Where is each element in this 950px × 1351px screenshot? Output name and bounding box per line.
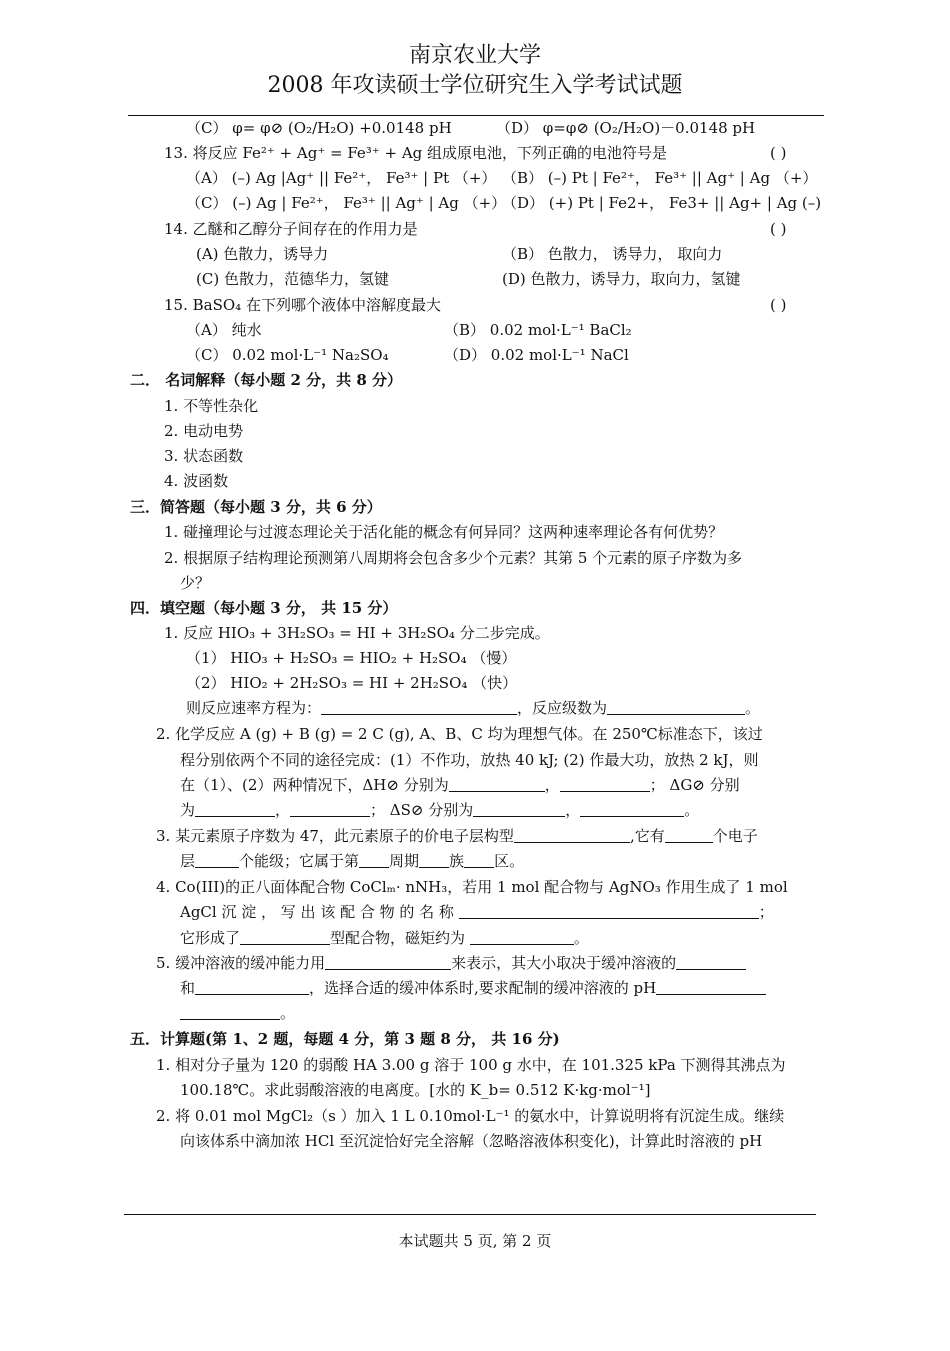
group-blank[interactable] [419, 853, 449, 868]
group-label: 周期 [389, 852, 420, 870]
block-suffix: 区。 [494, 852, 525, 870]
header-rule [128, 115, 824, 116]
complex-type-label: 它形成了 [180, 929, 241, 947]
buffer-factor-blank-2[interactable] [195, 980, 309, 995]
magnetic-moment-label: 型配合物，磁矩约为 [330, 929, 466, 947]
delta-h-blank-1[interactable] [449, 777, 545, 792]
q15-option-a: （A） 纯水 [186, 321, 262, 339]
complex-type-blank[interactable] [240, 930, 330, 945]
university-name: 南京农业大学 [408, 43, 541, 68]
q13-option-a: （A） (–) Ag |Ag⁺ || Fe²⁺， Fe³⁺ | Pt （+） [186, 169, 497, 187]
block-label: 族 [449, 852, 465, 870]
section4-q1-line1: 1. 反应 HIO₃ + 3H₂SO₃ = HI + 3H₂SO₄ 分二步完成。 [164, 624, 550, 642]
section4-q2-line4 [180, 800, 699, 820]
q12-option-d: （D） φ=φ⊘ (O₂/H₂O)－0.0148 pH [496, 119, 756, 137]
period-label: 个能级；它属于第 [239, 852, 360, 870]
block-blank[interactable] [464, 853, 494, 868]
layer-label: 层 [180, 852, 196, 870]
section3-title: 三．简答题（每小题 3 分，共 6 分） [130, 498, 382, 516]
section4-q2-line3 [180, 775, 740, 795]
section4-q5-line3 [180, 1003, 295, 1023]
section3-q2-line1: 2. 根据原子结构理论预测第八周期将会包含多少个元素？其第 5 个元素的原子序数为多 [164, 549, 743, 567]
complex-name-blank[interactable] [459, 904, 759, 919]
section5-q2-line1: 2. 将 0.01 mol MgCl₂（s ）加入 1 L 0.10mol·L⁻¹ 的氨水中，计算说明将有沉淀生成。继续 [156, 1107, 785, 1125]
section3-q2-line2: 少？ [180, 574, 211, 592]
delta-s-blank-1[interactable] [473, 802, 565, 817]
delta-s-blank-2[interactable] [580, 802, 684, 817]
section5-title: 五．计算题(第 1、2 题，每题 4 分，第 3 题 8 分， 共 16 分) [130, 1030, 560, 1048]
delta-h-blank-2[interactable] [560, 777, 650, 792]
section4-q3-line1 [156, 826, 758, 846]
q14-option-d: (D) 色散力，诱导力，取向力，氢键 [502, 270, 741, 288]
q14-stem: 14. 乙醚和乙醇分子间存在的作用力是 [164, 220, 418, 238]
comma: ， [275, 801, 291, 819]
reaction-order-label: ，反应级数为 [517, 699, 608, 717]
complex-name-label: AgCl 沉 淀 ， 写 出 该 配 合 物 的 名 称 [180, 903, 454, 921]
section2-title: 二． 名词解释（每小题 2 分，共 8 分） [130, 371, 402, 389]
section4-q4-line2 [180, 902, 774, 922]
q14-option-a: (A) 色散力，诱导力 [196, 245, 329, 263]
page-footer: 本试题共 5 页, 第 2 页 [398, 1232, 552, 1250]
q15-answer-paren: ( ) [770, 296, 787, 314]
delta-g-blank-1[interactable] [195, 802, 275, 817]
shell-label: ,它有 [629, 827, 665, 845]
period: 。 [280, 1004, 296, 1022]
footer-rule [124, 1214, 816, 1215]
period: 。 [573, 929, 589, 947]
reaction-order-blank[interactable] [607, 700, 745, 715]
ph-requirement-label: ，选择合适的缓冲体系时,要求配制的缓冲溶液的 pH [309, 979, 657, 997]
delta-g-blank-2[interactable] [290, 802, 370, 817]
section2-item: 1. 不等性杂化 [164, 397, 259, 415]
q13-option-b: （B） (–) Pt | Fe²⁺， Fe³⁺ || Ag⁺ | Ag （+） [502, 169, 818, 187]
period: 。 [745, 699, 761, 717]
section4-q3-line2 [180, 851, 524, 871]
q14-answer-paren: ( ) [770, 220, 787, 238]
q15-option-b: （B） 0.02 mol·L⁻¹ BaCl₂ [444, 321, 632, 339]
period: 。 [684, 801, 700, 819]
section4-q1-step2: （2） HIO₂ + 2H₂SO₃ = HI + 2H₂SO₄ （快） [186, 674, 518, 692]
valence-config-label: 3. 某元素原子序数为 47，此元素原子的价电子层构型 [156, 827, 514, 845]
q12-option-c: （C） φ= φ⊘ (O₂/H₂O) +0.0148 pH [186, 119, 452, 137]
section5-q1-line1: 1. 相对分子量为 120 的弱酸 HA 3.00 g 溶于 100 g 水中，在 101.325 kPa 下测得其沸点为 [156, 1056, 786, 1074]
q13-option-d: （D） (+) Pt | Fe2+， Fe3+ || Ag+ | Ag (–) [502, 194, 822, 212]
comma: ， [565, 801, 581, 819]
section3-q1: 1. 碰撞理论与过渡态理论关于活化能的概念有何异同？这两种速率理论各有何优势？ [164, 523, 724, 541]
magnetic-moment-blank[interactable] [470, 930, 574, 945]
q14-option-b: （B） 色散力， 诱导力， 取向力 [502, 245, 723, 263]
q15-option-c: （C） 0.02 mol·L⁻¹ Na₂SO₄ [186, 346, 389, 364]
wei-label: 为 [180, 801, 196, 819]
exam-title: 2008 年攻读硕士学位研究生入学考试试题 [267, 73, 683, 98]
section4-q4-line1: 4. Co(III)的正八面体配合物 CoClₘ· nNH₃，若用 1 mol 配合物与 AgNO₃ 作用生成了 1 mol [156, 878, 788, 896]
semicolon: ； [758, 903, 774, 921]
buffer-factor-blank-1[interactable] [676, 955, 746, 970]
ph-blank-part2[interactable] [180, 1005, 280, 1020]
comma: ， [544, 776, 560, 794]
q15-option-d: （D） 0.02 mol·L⁻¹ NaCl [444, 346, 629, 364]
section4-q5-line2 [180, 978, 766, 998]
q15-stem: 15. BaSO₄ 在下列哪个液体中溶解度最大 [164, 296, 441, 314]
section4-q2-line2: 程分别依两个不同的途径完成：(1）不作功，放热 40 kJ; (2) 作最大功，放热 2 kJ，则 [180, 751, 759, 769]
section4-q5-line1 [156, 953, 746, 973]
ph-blank-part1[interactable] [656, 980, 766, 995]
section4-q1-line4 [186, 698, 760, 718]
depends-on-label: 来表示，其大小取决于缓冲溶液的 [451, 954, 677, 972]
valence-config-blank[interactable] [514, 828, 630, 843]
q13-option-c: （C） (–) Ag | Fe²⁺， Fe³⁺ || Ag⁺ | Ag （+） [186, 194, 507, 212]
section4-q2-line1: 2. 化学反应 A (g) + B (g) = 2 C (g), A、B、C 均为理想气体。在 250℃标准态下，该过 [156, 725, 763, 743]
section2-item: 3. 状态函数 [164, 447, 244, 465]
section2-item: 2. 电动电势 [164, 422, 244, 440]
section4-q4-line3 [180, 928, 589, 948]
and-label: 和 [180, 979, 196, 997]
period-blank[interactable] [359, 853, 389, 868]
section5-q1-line2: 100.18℃。求此弱酸溶液的电离度。[水的 K_b= 0.512 K·kg·mol⁻¹] [180, 1081, 651, 1099]
q14-option-c: (C) 色散力，范德华力，氢键 [196, 270, 389, 288]
section4-title: 四．填空题（每小题 3 分， 共 15 分） [130, 599, 398, 617]
q13-answer-paren: ( ) [770, 144, 787, 162]
shell-count-blank[interactable] [665, 828, 713, 843]
delta-s-label: ； ΔS⊘ 分别为 [370, 801, 474, 819]
delta-h-label: 在（1）、(2）两种情况下，ΔH⊘ 分别为 [180, 776, 449, 794]
q13-stem: 13. 将反应 Fe²⁺ + Ag⁺ = Fe³⁺ + Ag 组成原电池，下列正确的电池符号是 [164, 144, 668, 162]
section5-q2-line2: 向该体系中滴加浓 HCl 至沉淀恰好完全溶解（忽略溶液体积变化)，计算此时溶液的 pH [180, 1132, 763, 1150]
electron-label: 个电子 [712, 827, 758, 845]
delta-g-label: ； ΔG⊘ 分别 [649, 776, 740, 794]
buffer-capacity-blank[interactable] [325, 955, 451, 970]
rate-equation-label: 则反应速率方程为： [186, 699, 322, 717]
level-count-blank[interactable] [195, 853, 239, 868]
buffer-capacity-label: 5. 缓冲溶液的缓冲能力用 [156, 954, 326, 972]
section4-q1-step1: （1） HIO₃ + H₂SO₃ = HIO₂ + H₂SO₄ （慢） [186, 649, 517, 667]
section2-item: 4. 波函数 [164, 472, 229, 490]
rate-equation-blank[interactable] [321, 700, 517, 715]
